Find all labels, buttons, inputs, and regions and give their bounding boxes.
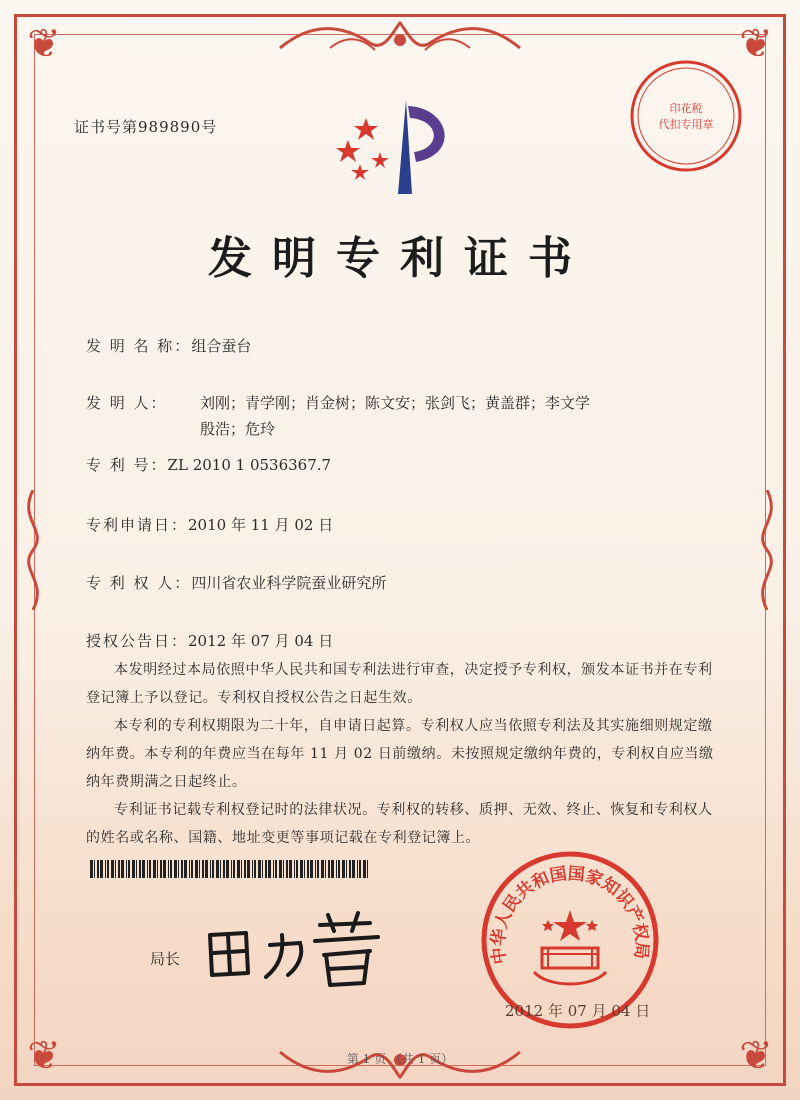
barcode-bar xyxy=(367,860,368,878)
barcode-bar xyxy=(307,860,309,878)
barcode-bar xyxy=(205,860,208,878)
barcode-bar xyxy=(241,860,242,878)
grant-date-value: 2012 年 07 月 04 日 xyxy=(188,632,334,650)
barcode-bar xyxy=(317,860,319,878)
barcode-bar xyxy=(189,860,190,878)
invention-name-row xyxy=(86,333,251,359)
barcode-bar xyxy=(265,860,267,878)
barcode-bar xyxy=(100,860,103,878)
barcode-bar xyxy=(310,860,313,878)
barcode-bar xyxy=(212,860,214,878)
barcode-bar xyxy=(216,860,219,878)
barcode-bar xyxy=(289,860,292,878)
barcode-bar xyxy=(105,860,106,878)
barcode-bar xyxy=(115,860,116,878)
inventors-value: 刘刚；青学刚；肖金树；陈文安；张剑飞；黄盖群；李文学殷浩；危玲 xyxy=(200,394,591,438)
barcode-bar xyxy=(273,860,274,878)
barcode-bar xyxy=(184,860,187,878)
barcode-bar xyxy=(336,860,337,878)
side-ornament-icon xyxy=(18,490,48,610)
application-date-row xyxy=(86,512,333,538)
barcode-bar xyxy=(315,860,316,878)
barcode-bar xyxy=(231,860,232,878)
barcode-bar xyxy=(163,860,166,878)
barcode-bar xyxy=(223,860,225,878)
barcode-bar xyxy=(296,860,298,878)
barcode-bar xyxy=(126,860,127,878)
barcode-bar xyxy=(359,860,361,878)
patent-number-row xyxy=(86,452,331,478)
barcode-bar xyxy=(149,860,151,878)
barcode-bar xyxy=(139,860,141,878)
application-date-label: 专利申请日： xyxy=(86,516,189,534)
inventors-label: 发 明 人： xyxy=(86,394,168,412)
barcode-bar xyxy=(195,860,198,878)
barcode-bar xyxy=(304,860,305,878)
barcode-bar xyxy=(328,860,330,878)
inventors-row xyxy=(86,390,606,438)
invention-name-value: 组合蚕台 xyxy=(191,337,252,355)
patentee-row xyxy=(86,570,386,596)
barcode-bar xyxy=(233,860,235,878)
barcode-bar xyxy=(136,860,137,878)
barcode-bar xyxy=(142,860,145,878)
barcode-bar xyxy=(283,860,284,878)
barcode-bar xyxy=(268,860,271,878)
barcode-bar xyxy=(338,860,340,878)
svg-text:代扣专用章: 代扣专用章 xyxy=(658,118,714,131)
barcode-bar xyxy=(132,860,135,878)
invention-name-label: 发 明 名 称： xyxy=(86,337,192,355)
barcode-bar xyxy=(300,860,303,878)
side-ornament-icon xyxy=(752,490,782,610)
barcode-bar xyxy=(254,860,256,878)
patent-number-value: ZL 2010 1 0536367.7 xyxy=(167,456,332,474)
barcode-bar xyxy=(111,860,114,878)
barcode-bar xyxy=(262,860,263,878)
barcode-bar xyxy=(157,860,158,878)
barcode-bar xyxy=(237,860,240,878)
barcode-bar xyxy=(247,860,250,878)
director-label: 局长 xyxy=(150,950,181,968)
barcode-bar xyxy=(226,860,229,878)
barcode-bar xyxy=(325,860,326,878)
barcode-bar xyxy=(279,860,282,878)
barcode-bar xyxy=(178,860,179,878)
grant-date-row xyxy=(86,628,333,654)
barcode-bar xyxy=(252,860,253,878)
barcode-bar xyxy=(210,860,211,878)
barcode-bar xyxy=(363,860,366,878)
body-paragraph: 专利证书记载专利权登记时的法律状况。专利权的转移、质押、无效、终止、恢复和专利权人的姓名或名称、国籍、地址变更等事项记载在专利登记簿上。 xyxy=(86,802,713,846)
grant-date-label: 授权公告日： xyxy=(86,632,189,650)
barcode-bar xyxy=(244,860,246,878)
barcode-bar xyxy=(118,860,120,878)
svg-text:印花税: 印花税 xyxy=(669,102,703,115)
seal-text: 中华人民共和国国家知识产权局 xyxy=(488,863,652,966)
barcode-bar xyxy=(128,860,130,878)
barcode-bar xyxy=(220,860,221,878)
director-signature xyxy=(200,905,390,995)
barcode-bar xyxy=(107,860,109,878)
barcode-bar xyxy=(199,860,200,878)
barcode-bar xyxy=(181,860,183,878)
barcode-bar xyxy=(294,860,295,878)
barcode-bar xyxy=(97,860,99,878)
barcode-icon xyxy=(90,860,372,878)
certificate-body xyxy=(86,656,726,852)
barcode-bar xyxy=(168,860,169,878)
barcode-bar xyxy=(202,860,204,878)
barcode-bar xyxy=(286,860,288,878)
corner-ornament-icon: ❦ xyxy=(739,21,773,67)
barcode-bar xyxy=(94,860,95,878)
barcode-bar xyxy=(90,860,93,878)
patentee-label: 专 利 权 人： xyxy=(86,574,192,592)
corner-ornament-icon: ❦ xyxy=(27,21,61,67)
body-paragraph: 本专利的专利权期限为二十年，自申请日起算。专利权人应当依照专利法及其实施细则规定缴纳年费。本专利的年费应当在每年 11 月 02 日前缴纳。未按照规定缴纳年费的，专利权自应当缴纳年费期满之日起终止。 xyxy=(86,718,714,790)
page-title: 发明专利证书 xyxy=(208,233,592,284)
barcode-bar xyxy=(321,860,324,878)
barcode-bar xyxy=(331,860,334,878)
barcode-bar xyxy=(147,860,148,878)
page-number: 第 1 页 （共 1 页） xyxy=(346,1052,454,1066)
barcode-bar xyxy=(349,860,351,878)
barcode-bar xyxy=(174,860,177,878)
barcode-bar xyxy=(191,860,193,878)
corner-ornament-icon: ❦ xyxy=(27,1033,61,1079)
barcode-bar xyxy=(352,860,355,878)
barcode-bar xyxy=(121,860,124,878)
barcode-bar xyxy=(258,860,261,878)
certificate-number: 证书号第989890号 xyxy=(74,118,218,136)
agency-seal-icon xyxy=(628,58,744,174)
barcode-bar xyxy=(160,860,162,878)
barcode-bar xyxy=(357,860,358,878)
barcode-bar xyxy=(275,860,277,878)
patent-number-label: 专 利 号： xyxy=(86,456,168,474)
barcode-bar xyxy=(153,860,156,878)
barcode-bar xyxy=(170,860,172,878)
barcode-bar xyxy=(342,860,345,878)
top-ornament-icon xyxy=(270,18,530,58)
seal-date: 2012 年 07 月 04 日 xyxy=(505,1002,651,1020)
sipo-logo-icon xyxy=(330,82,470,202)
corner-ornament-icon: ❦ xyxy=(739,1033,773,1079)
barcode-bar xyxy=(346,860,347,878)
body-paragraph: 本发明经过本局依照中华人民共和国专利法进行审查，决定授予专利权，颁发本证书并在专利登记簿上予以登记。专利权自授权公告之日起生效。 xyxy=(86,662,713,706)
application-date-value: 2010 年 11 月 02 日 xyxy=(188,516,334,534)
patentee-value: 四川省农业科学院蚕业研究所 xyxy=(191,574,387,592)
